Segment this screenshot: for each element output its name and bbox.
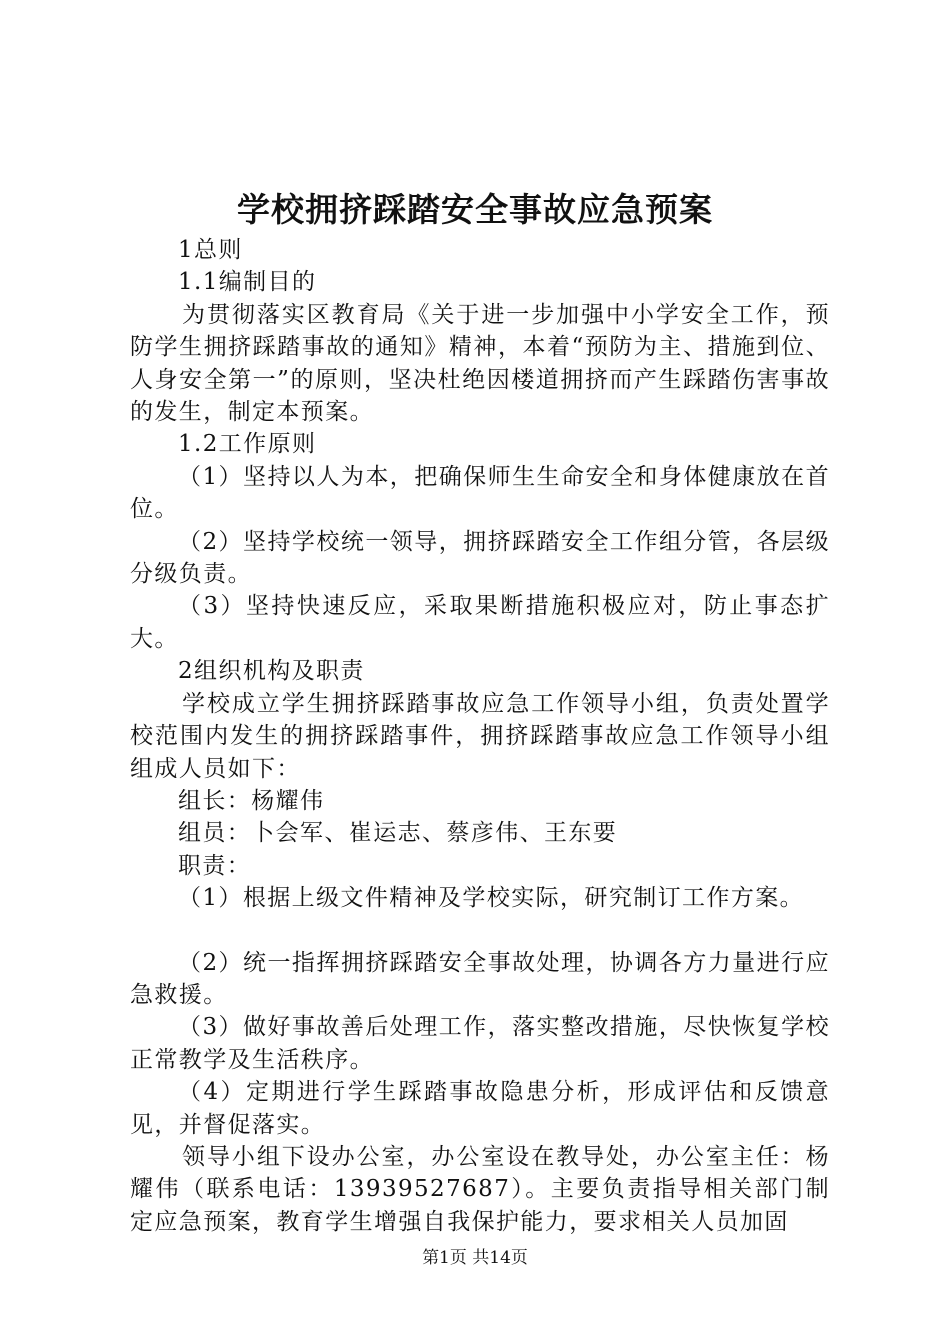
subsection-heading: 1.2工作原则 — [178, 431, 317, 458]
document-body — [130, 234, 830, 1238]
list-item: （2）坚持学校统一领导，拥挤踩踏安全工作组分管，各层级分级负责。 — [130, 528, 830, 588]
paragraph: 领导小组下设办公室，办公室设在教导处，办公室主任：杨耀伟（联系电话：13939527687）。主要负责指导相关部门制定应急预案，教育学生增强自我保护能力，要求相关人员加固 — [130, 1143, 830, 1235]
list-item: （3）做好事故善后处理工作，落实整改措施，尽快恢复学校正常教学及生活秩序。 — [130, 1014, 830, 1073]
leader-line: 组长：杨耀伟 — [178, 787, 325, 814]
section-heading: 1总则 — [178, 237, 243, 263]
list-item: （4）定期进行学生踩踏事故隐患分析，形成评估和反馈意见，并督促落实。 — [130, 1079, 830, 1138]
list-item: （1）坚持以人为本，把确保师生生命安全和身体健康放在首位。 — [130, 463, 830, 523]
list-item: （2）统一指挥拥挤踩踏安全事故处理，协调各方力量进行应急救援。 — [130, 949, 830, 1008]
section-heading: 2组织机构及职责 — [178, 658, 365, 685]
page-footer: 第1页 共14页 — [422, 1248, 528, 1268]
blank-line — [130, 915, 830, 947]
duties-heading: 职责： — [178, 852, 252, 879]
list-item: （1）根据上级文件精神及学校实际，研究制订工作方案。 — [178, 885, 805, 912]
paragraph: 学校成立学生拥挤踩踏事故应急工作领导小组，负责处置学校范围内发生的拥挤踩踏事件，拥挤踩踏事故应急工作领导小组组成人员如下： — [130, 690, 830, 782]
subsection-heading: 1.1编制目的 — [178, 269, 317, 296]
list-item: （3）坚持快速反应，采取果断措施积极应对，防止事态扩大。 — [130, 593, 830, 652]
paragraph: 为贯彻落实区教育局《关于进一步加强中小学安全工作，预防学生拥挤踩踏事故的通知》精神，本着“预防为主、措施到位、人身安全第一”的原则，坚决杜绝因楼道拥挤而产生踩踏伤害事故的发生，制定本预案。 — [130, 301, 830, 426]
members-line: 组员：卜会军、崔运志、蔡彦伟、王东要 — [178, 820, 618, 847]
document-title: 学校拥挤踩踏安全事故应急预案 — [237, 190, 713, 229]
